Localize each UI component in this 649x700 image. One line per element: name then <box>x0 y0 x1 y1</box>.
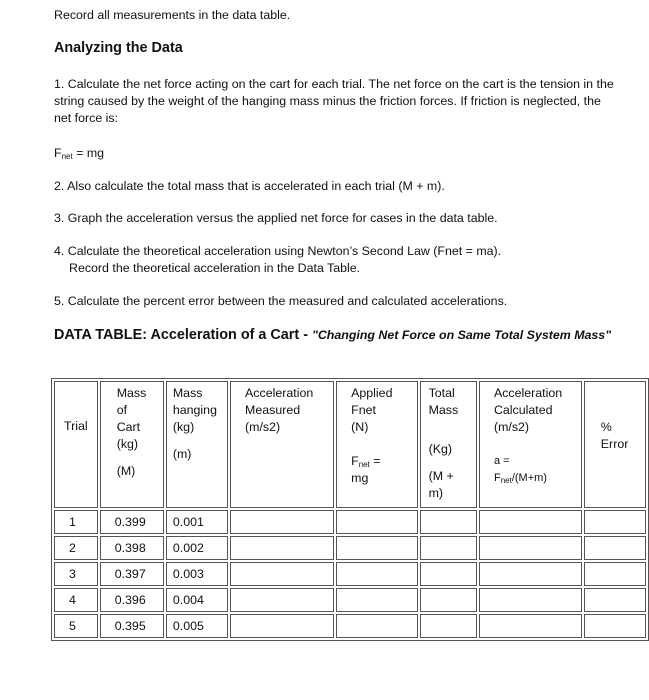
cell-trial: 3 <box>54 562 98 586</box>
cell-trial: 4 <box>54 588 98 612</box>
header-applied-fnet <box>336 381 417 508</box>
header-text: (m/s2) <box>493 420 530 434</box>
table-header-row <box>54 381 646 508</box>
step4-line-2: Record the theoretical acceleration in the Data Table. <box>69 261 361 275</box>
cell-cart-mass: 0.398 <box>100 536 164 560</box>
formula-sub: net <box>358 460 370 469</box>
formula-f: F <box>351 454 359 468</box>
cell-total-mass[interactable] <box>420 562 477 586</box>
cell-percent-error[interactable] <box>584 562 646 586</box>
cell-percent-error[interactable] <box>584 536 646 560</box>
cell-trial: 1 <box>54 510 98 534</box>
cell-hanging-mass: 0.002 <box>166 536 228 560</box>
header-text: hanging <box>172 403 217 417</box>
cell-applied-fnet[interactable] <box>336 614 417 638</box>
header-text: Calculated <box>493 403 553 417</box>
cell-hanging-mass: 0.001 <box>166 510 228 534</box>
cell-cart-mass: 0.399 <box>100 510 164 534</box>
cell-applied-fnet[interactable] <box>336 562 417 586</box>
header-text: (kg) <box>172 420 195 434</box>
formula-sub: net <box>500 476 512 485</box>
header-cart-mass <box>100 381 164 508</box>
cell-trial: 2 <box>54 536 98 560</box>
header-text: of <box>116 403 128 417</box>
cell-accel-calculated[interactable] <box>479 588 582 612</box>
formula-eq: = <box>369 454 381 468</box>
cell-accel-calculated[interactable] <box>479 614 582 638</box>
header-text: % <box>600 420 612 434</box>
cell-cart-mass: 0.397 <box>100 562 164 586</box>
cell-percent-error[interactable] <box>584 614 646 638</box>
formula-rest: = mg <box>72 146 105 160</box>
step5: 5. Calculate the percent error between the measured and calculated accelerations. <box>54 294 508 308</box>
header-text: (m/s2) <box>245 420 281 434</box>
header-fnet-formula <box>351 453 412 470</box>
cell-accel-measured[interactable] <box>230 510 334 534</box>
header-text: Fnet <box>351 403 376 417</box>
header-percent-error <box>584 381 646 508</box>
header-accel-measured <box>230 381 334 508</box>
header-text: Applied <box>351 386 393 400</box>
data-table <box>51 378 649 641</box>
cell-trial: 5 <box>54 614 98 638</box>
cell-applied-fnet[interactable] <box>336 588 417 612</box>
header-trial <box>54 381 98 508</box>
cell-hanging-mass: 0.004 <box>166 588 228 612</box>
header-calc-formula <box>494 470 577 487</box>
cell-hanging-mass: 0.003 <box>166 562 228 586</box>
formula-sub: net <box>61 152 73 161</box>
formula-f: F <box>54 146 62 160</box>
header-text: mg <box>351 471 369 485</box>
cell-accel-calculated[interactable] <box>479 536 582 560</box>
formula-f: F <box>493 472 501 484</box>
table-title-italic: "Changing Net Force on Same Total System Mass" <box>311 328 612 342</box>
section-title: Analyzing the Data <box>54 40 183 56</box>
header-text: Acceleration <box>245 386 314 400</box>
header-text: Total <box>428 386 455 400</box>
cell-hanging-mass: 0.005 <box>166 614 228 638</box>
cell-accel-calculated[interactable] <box>479 510 582 534</box>
cell-total-mass[interactable] <box>420 614 477 638</box>
table-row <box>54 536 646 560</box>
step1-line-1: 1. Calculate the net force acting on the cart for each trial. The net force on the cart is the tension in the <box>54 77 614 91</box>
header-text: Acceleration <box>493 386 563 400</box>
cell-cart-mass: 0.395 <box>100 614 164 638</box>
cell-accel-measured[interactable] <box>230 562 334 586</box>
header-text: (N) <box>351 420 369 434</box>
cell-accel-measured[interactable] <box>230 614 334 638</box>
table-row <box>54 510 646 534</box>
table-title <box>54 327 611 343</box>
formula-rest: /(M+m) <box>511 472 547 484</box>
header-text: Mass <box>172 386 203 400</box>
step2: 2. Also calculate the total mass that is accelerated in each trial (M + m). <box>54 179 445 193</box>
header-text: Cart <box>116 420 141 434</box>
header-text: (m) <box>172 447 192 461</box>
header-hanging-mass <box>166 381 228 508</box>
cell-accel-measured[interactable] <box>230 536 334 560</box>
cell-total-mass[interactable] <box>420 588 477 612</box>
cell-percent-error[interactable] <box>584 588 646 612</box>
header-text: m) <box>428 486 444 500</box>
header-text: a = <box>493 455 510 467</box>
header-text: (kg) <box>116 437 139 451</box>
cell-percent-error[interactable] <box>584 510 646 534</box>
cell-cart-mass: 0.396 <box>100 588 164 612</box>
header-accel-calculated <box>479 381 582 508</box>
step3: 3. Graph the acceleration versus the applied net force for cases in the data table. <box>54 211 498 225</box>
cell-accel-calculated[interactable] <box>479 562 582 586</box>
cell-applied-fnet[interactable] <box>336 510 417 534</box>
step1-line-2: string caused by the weight of the hanging mass minus the friction forces. If friction is neglected, the <box>54 94 601 108</box>
cell-accel-measured[interactable] <box>230 588 334 612</box>
table-row <box>54 588 646 612</box>
header-text: Mass <box>116 386 147 400</box>
table-row <box>54 562 646 586</box>
intro-line: Record all measurements in the data table. <box>54 8 291 22</box>
cell-applied-fnet[interactable] <box>336 536 417 560</box>
header-total-mass <box>420 381 477 508</box>
header-text: Mass <box>428 403 459 417</box>
cell-total-mass[interactable] <box>420 510 477 534</box>
table-title-bold: DATA TABLE: Acceleration of a Cart - <box>54 327 312 343</box>
header-text: (M + <box>428 469 454 483</box>
header-text: (Kg) <box>428 442 452 456</box>
header-trial-label: Trial <box>64 418 88 433</box>
header-text: Error <box>600 437 629 451</box>
table-row <box>54 614 646 638</box>
step1-line-3: net force is: <box>54 111 119 125</box>
cell-total-mass[interactable] <box>420 536 477 560</box>
net-force-formula <box>54 145 104 161</box>
header-text: (M) <box>116 464 136 478</box>
step4-line-1: 4. Calculate the theoretical acceleration using Newton’s Second Law (Fnet = ma). <box>54 244 502 258</box>
header-text: Measured <box>245 403 301 417</box>
